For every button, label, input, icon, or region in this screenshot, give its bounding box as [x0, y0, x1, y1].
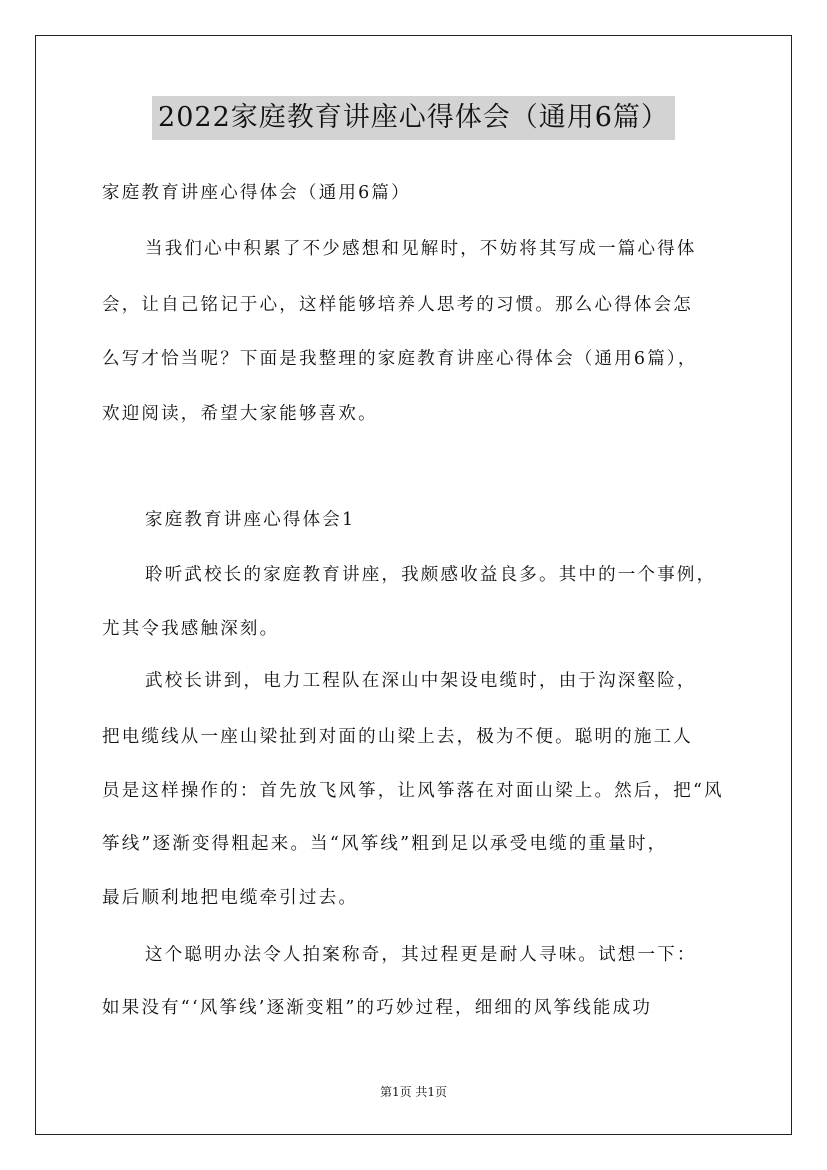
paragraph-line: 把电缆线从一座山梁扯到对面的山梁上去，极为不便。聪明的施工人	[102, 727, 693, 747]
subtitle: 家庭教育讲座心得体会（通用6篇）	[102, 183, 411, 203]
intro-line: 欢迎阅读，希望大家能够喜欢。	[102, 404, 378, 424]
paragraph-line: 这个聪明办法令人拍案称奇，其过程更是耐人寻味。试想一下：	[145, 945, 697, 965]
paragraph-line: 武校长讲到，电力工程队在深山中架设电缆时，由于沟深壑险，	[145, 671, 697, 691]
paragraph-line: 聆听武校长的家庭教育讲座，我颇感收益良多。其中的一个事例，	[145, 565, 717, 585]
title-container	[0, 96, 827, 140]
paragraph-line: 如果没有“‘风筝线’逐渐变粗”的巧妙过程，细细的风筝线能成功	[102, 998, 653, 1018]
intro-line: 么写才恰当呢？下面是我整理的家庭教育讲座心得体会（通用6篇），	[102, 349, 698, 369]
intro-line: 会，让自己铭记于心，这样能够培养人思考的习惯。那么心得体会怎	[102, 295, 693, 315]
paragraph-line: 筝线”逐渐变得粗起来。当“风筝线”粗到足以承受电缆的重量时，	[102, 834, 668, 854]
section-heading: 家庭教育讲座心得体会1	[145, 510, 356, 530]
paragraph-line: 尤其令我感触深刻。	[102, 619, 280, 639]
intro-line: 当我们心中积累了不少感想和见解时，不妨将其写成一篇心得体	[145, 239, 697, 259]
page-footer: 第1页 共1页	[379, 1085, 448, 1099]
page-title: 2022家庭教育讲座心得体会（通用6篇）	[152, 96, 675, 140]
paragraph-line: 最后顺利地把电缆牵引过去。	[102, 888, 359, 908]
paragraph-line: 员是这样操作的：首先放飞风筝，让风筝落在对面山梁上。然后，把“风	[102, 781, 724, 801]
